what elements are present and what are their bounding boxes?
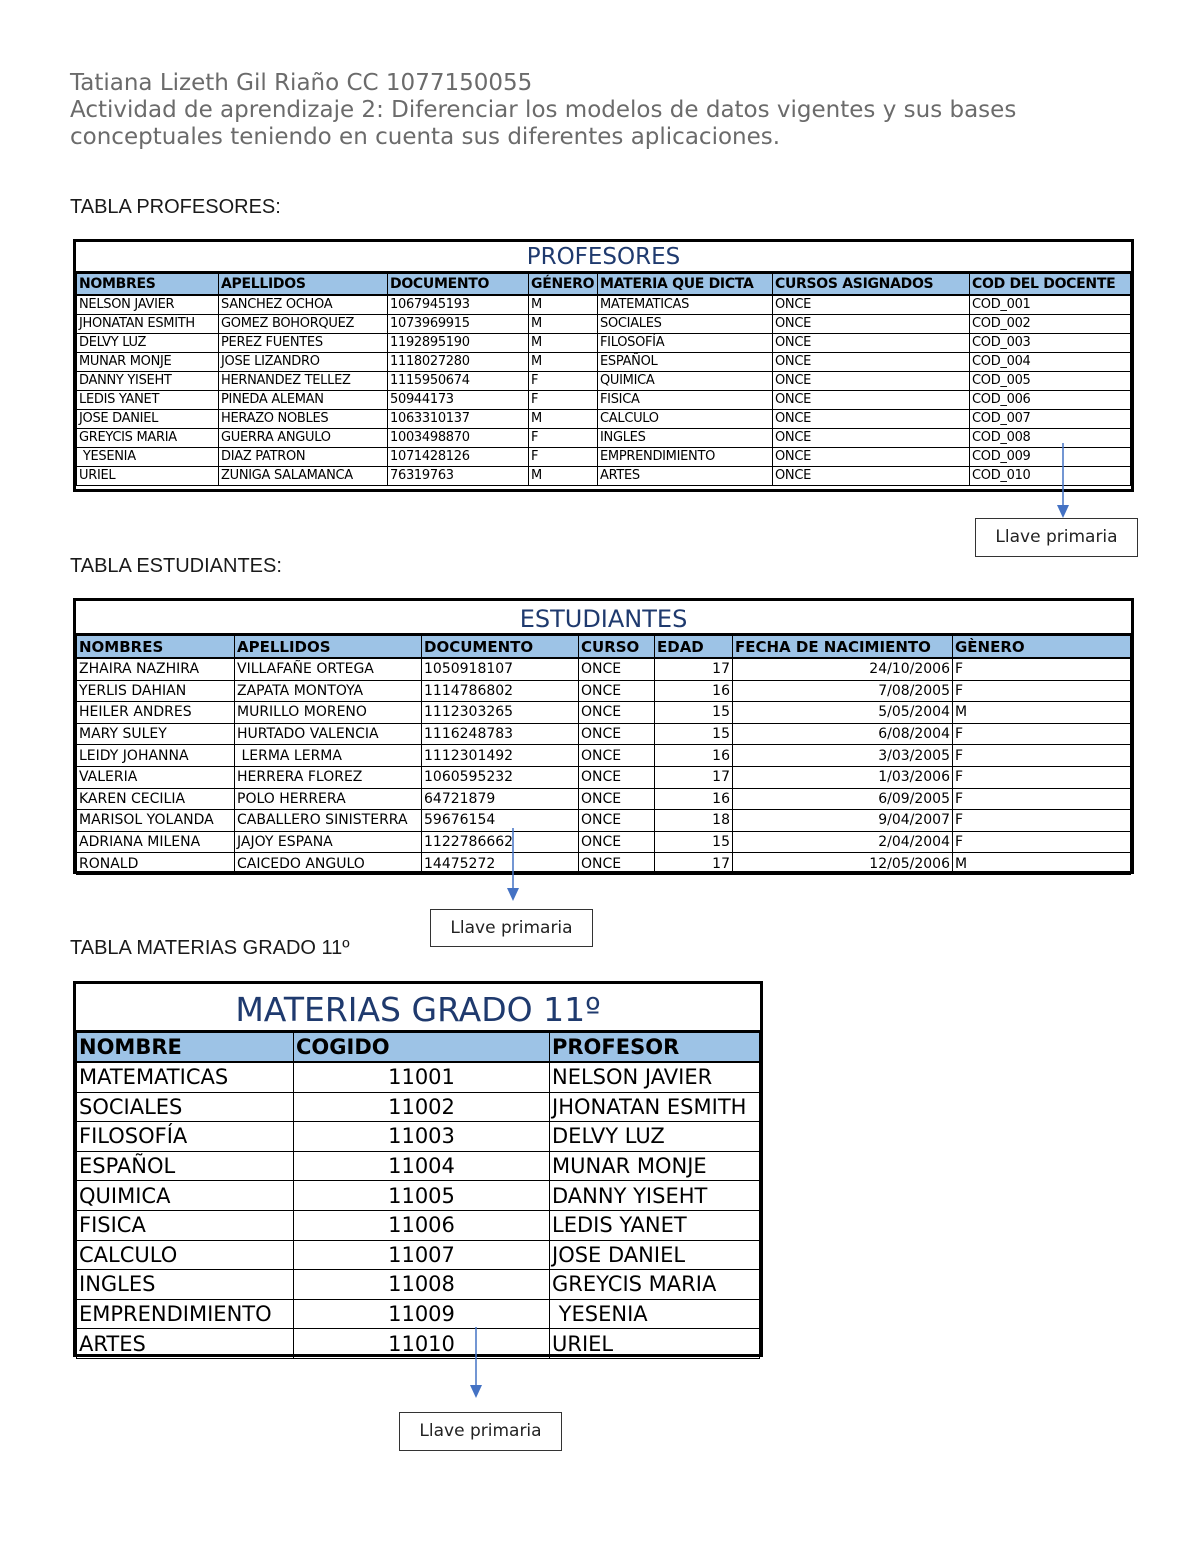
table-cell: M <box>953 853 1131 875</box>
table-cell: SOCIALES <box>77 1092 294 1122</box>
table-cell: F <box>953 831 1131 853</box>
table-cell: ESPAÑOL <box>598 353 773 372</box>
table-cell: ONCE <box>579 658 655 680</box>
table-cell: MATEMATICAS <box>77 1062 294 1092</box>
table-row <box>77 448 1131 467</box>
table-cell: PEREZ FUENTES <box>219 334 388 353</box>
table-cell: 11002 <box>294 1092 550 1122</box>
table-row <box>77 1062 760 1092</box>
table-cell: 11006 <box>294 1210 550 1240</box>
table-cell: ONCE <box>773 467 970 486</box>
table-cell: ONCE <box>579 723 655 745</box>
table-cell: COD_001 <box>970 295 1131 315</box>
table-cell: ARTES <box>77 1329 294 1359</box>
table-cell: KAREN CECILIA <box>77 788 235 810</box>
materias-column-header: COGIDO <box>294 1033 550 1063</box>
table-cell: INGLES <box>598 429 773 448</box>
table-cell: 16 <box>655 680 733 702</box>
table-cell: CALCULO <box>77 1240 294 1270</box>
table-cell: DELVY LUZ <box>550 1122 760 1152</box>
table-cell: ZHAIRA NAZHIRA <box>77 658 235 680</box>
table-cell: PINEDA ALEMAN <box>219 391 388 410</box>
estudiantes-column-header: EDAD <box>655 636 733 659</box>
author-line: Tatiana Lizeth Gil Riaño CC 1077150055 <box>70 70 533 96</box>
table-cell: MARY SULEY <box>77 723 235 745</box>
table-cell: M <box>953 702 1131 724</box>
table-row <box>77 429 1131 448</box>
table-cell: M <box>529 315 598 334</box>
table-cell: DANNY YISEHT <box>77 372 219 391</box>
table-row <box>77 853 1131 875</box>
table-cell: DIAZ PATRON <box>219 448 388 467</box>
materias-table-box <box>73 981 763 1357</box>
table-row <box>77 1151 760 1181</box>
table-cell: F <box>953 745 1131 767</box>
table-cell: YERLIS DAHIAN <box>77 680 235 702</box>
table-cell: EMPRENDIMIENTO <box>598 448 773 467</box>
table-cell: ZAPATA MONTOYA <box>235 680 422 702</box>
table-cell: GOMEZ BOHORQUEZ <box>219 315 388 334</box>
table-cell: ONCE <box>773 295 970 315</box>
table-cell: ONCE <box>773 410 970 429</box>
materias-primary-key-callout: Llave primaria <box>399 1412 562 1451</box>
table-cell: SOCIALES <box>598 315 773 334</box>
estudiantes-table-box <box>73 598 1134 874</box>
table-cell: SANCHEZ OCHOA <box>219 295 388 315</box>
profesores-table-box <box>73 239 1134 492</box>
table-row <box>77 680 1131 702</box>
table-cell: 11010 <box>294 1329 550 1359</box>
table-cell: HEILER ANDRES <box>77 702 235 724</box>
table-cell: URIEL <box>77 467 219 486</box>
table-row <box>77 295 1131 315</box>
estudiantes-column-header: APELLIDOS <box>235 636 422 659</box>
estudiantes-column-header: CURSO <box>579 636 655 659</box>
estudiantes-table-title: ESTUDIANTES <box>76 601 1131 635</box>
table-cell: 3/03/2005 <box>733 745 953 767</box>
table-cell: CABALLERO SINISTERRA <box>235 810 422 832</box>
table-cell: M <box>529 410 598 429</box>
table-cell: F <box>953 680 1131 702</box>
table-cell: COD_003 <box>970 334 1131 353</box>
table-row <box>77 372 1131 391</box>
table-cell: 1192895190 <box>388 334 529 353</box>
table-row <box>77 810 1131 832</box>
table-cell: 17 <box>655 853 733 875</box>
table-cell: 11007 <box>294 1240 550 1270</box>
activity-title-line-1: Actividad de aprendizaje 2: Diferenciar los modelos de datos vigentes y sus bases <box>70 97 1017 123</box>
table-cell: 1112301492 <box>422 745 579 767</box>
table-cell: ZUNIGA SALAMANCA <box>219 467 388 486</box>
table-cell: COD_002 <box>970 315 1131 334</box>
table-cell: POLO HERRERA <box>235 788 422 810</box>
table-cell: ONCE <box>579 766 655 788</box>
table-cell: 17 <box>655 766 733 788</box>
table-cell: COD_004 <box>970 353 1131 372</box>
table-cell: 6/09/2005 <box>733 788 953 810</box>
table-cell: DELVY LUZ <box>77 334 219 353</box>
table-cell: F <box>953 788 1131 810</box>
table-cell: ONCE <box>579 680 655 702</box>
table-cell: F <box>529 448 598 467</box>
table-cell: ESPAÑOL <box>77 1151 294 1181</box>
table-cell: MARISOL YOLANDA <box>77 810 235 832</box>
table-row <box>77 1270 760 1300</box>
profesores-header-row <box>77 274 1131 296</box>
table-cell: ONCE <box>579 831 655 853</box>
table-cell: 9/04/2007 <box>733 810 953 832</box>
estudiantes-column-header: GÈNERO <box>953 636 1131 659</box>
table-cell: RONALD <box>77 853 235 875</box>
table-cell: ONCE <box>773 391 970 410</box>
profesores-column-header: GÉNERO <box>529 274 598 296</box>
table-cell: M <box>529 334 598 353</box>
table-cell: HERAZO NOBLES <box>219 410 388 429</box>
table-cell: ONCE <box>773 372 970 391</box>
table-cell: F <box>529 429 598 448</box>
materias-column-header: NOMBRE <box>77 1033 294 1063</box>
table-cell: CALCULO <box>598 410 773 429</box>
table-cell: HERRERA FLOREZ <box>235 766 422 788</box>
table-cell: JHONATAN ESMITH <box>77 315 219 334</box>
table-row <box>77 1092 760 1122</box>
materias-table <box>76 1032 760 1359</box>
table-cell: GREYCIS MARIA <box>77 429 219 448</box>
table-cell: 1116248783 <box>422 723 579 745</box>
table-cell: HERNANDEZ TELLEZ <box>219 372 388 391</box>
table-cell: MURILLO MORENO <box>235 702 422 724</box>
table-cell: YESENIA <box>550 1299 760 1329</box>
table-cell: FILOSOFÍA <box>77 1122 294 1152</box>
table-cell: 59676154 <box>422 810 579 832</box>
profesores-primary-key-callout: Llave primaria <box>975 518 1138 557</box>
table-cell: COD_008 <box>970 429 1131 448</box>
table-cell: 1122786662 <box>422 831 579 853</box>
table-cell: INGLES <box>77 1270 294 1300</box>
activity-title-line-2: conceptuales teniendo en cuenta sus diferentes aplicaciones. <box>70 124 781 150</box>
materias-table-title: MATERIAS GRADO 11º <box>76 984 760 1032</box>
estudiantes-column-header: FECHA DE NACIMIENTO <box>733 636 953 659</box>
table-cell: 1067945193 <box>388 295 529 315</box>
table-cell: 24/10/2006 <box>733 658 953 680</box>
estudiantes-primary-key-callout: Llave primaria <box>430 909 593 947</box>
table-row <box>77 831 1131 853</box>
table-cell: COD_005 <box>970 372 1131 391</box>
table-cell: CAICEDO ANGULO <box>235 853 422 875</box>
table-row <box>77 702 1131 724</box>
table-cell: 6/08/2004 <box>733 723 953 745</box>
table-cell: GUERRA ANGULO <box>219 429 388 448</box>
table-cell: 1118027280 <box>388 353 529 372</box>
table-row <box>77 766 1131 788</box>
table-cell: MATEMATICAS <box>598 295 773 315</box>
materias-column-header: PROFESOR <box>550 1033 760 1063</box>
table-cell: 11008 <box>294 1270 550 1300</box>
table-cell: EMPRENDIMIENTO <box>77 1299 294 1329</box>
estudiantes-header-row <box>77 636 1131 659</box>
table-cell: JOSE DANIEL <box>550 1240 760 1270</box>
table-cell: LEDIS YANET <box>550 1210 760 1240</box>
table-cell: F <box>953 723 1131 745</box>
table-cell: 16 <box>655 745 733 767</box>
profesores-column-header: MATERIA QUE DICTA <box>598 274 773 296</box>
estudiantes-table <box>76 635 1131 875</box>
table-row <box>77 1299 760 1329</box>
table-cell: YESENIA <box>77 448 219 467</box>
table-cell: JOSE DANIEL <box>77 410 219 429</box>
table-cell: 17 <box>655 658 733 680</box>
table-cell: F <box>529 391 598 410</box>
table-cell: 1003498870 <box>388 429 529 448</box>
table-cell: 11005 <box>294 1181 550 1211</box>
table-row <box>77 1122 760 1152</box>
table-cell: QUIMICA <box>77 1181 294 1211</box>
table-row <box>77 1181 760 1211</box>
table-cell: 7/08/2005 <box>733 680 953 702</box>
table-row <box>77 788 1131 810</box>
table-cell: COD_006 <box>970 391 1131 410</box>
table-cell: HURTADO VALENCIA <box>235 723 422 745</box>
table-cell: COD_007 <box>970 410 1131 429</box>
table-cell: 11004 <box>294 1151 550 1181</box>
estudiantes-section-label: TABLA ESTUDIANTES: <box>70 555 282 577</box>
estudiantes-column-header: NOMBRES <box>77 636 235 659</box>
profesores-table <box>76 273 1131 486</box>
table-cell: ONCE <box>773 429 970 448</box>
table-row <box>77 315 1131 334</box>
table-cell: VALERIA <box>77 766 235 788</box>
table-row <box>77 1329 760 1359</box>
table-row <box>77 1210 760 1240</box>
table-cell: F <box>953 766 1131 788</box>
table-cell: NELSON JAVIER <box>550 1062 760 1092</box>
table-cell: LEIDY JOHANNA <box>77 745 235 767</box>
table-cell: 15 <box>655 831 733 853</box>
profesores-column-header: COD DEL DOCENTE <box>970 274 1131 296</box>
table-cell: M <box>529 467 598 486</box>
table-cell: M <box>529 295 598 315</box>
table-cell: ONCE <box>773 448 970 467</box>
table-cell: F <box>953 658 1131 680</box>
table-cell: ARTES <box>598 467 773 486</box>
table-cell: JHONATAN ESMITH <box>550 1092 760 1122</box>
table-cell: 1050918107 <box>422 658 579 680</box>
materias-section-label: TABLA MATERIAS GRADO 11º <box>70 937 350 959</box>
table-cell: DANNY YISEHT <box>550 1181 760 1211</box>
estudiantes-key-arrow <box>505 828 525 906</box>
table-cell: ONCE <box>579 853 655 875</box>
table-cell: ONCE <box>773 315 970 334</box>
table-cell: QUIMICA <box>598 372 773 391</box>
table-cell: 1073969915 <box>388 315 529 334</box>
table-cell: LEDIS YANET <box>77 391 219 410</box>
estudiantes-column-header: DOCUMENTO <box>422 636 579 659</box>
table-cell: 1071428126 <box>388 448 529 467</box>
table-cell: F <box>529 372 598 391</box>
table-row <box>77 391 1131 410</box>
table-cell: 16 <box>655 788 733 810</box>
table-cell: 2/04/2004 <box>733 831 953 853</box>
document-header <box>70 70 1130 151</box>
table-cell: 64721879 <box>422 788 579 810</box>
table-cell: 12/05/2006 <box>733 853 953 875</box>
materias-header-row <box>77 1033 760 1063</box>
table-cell: 18 <box>655 810 733 832</box>
table-cell: MUNAR MONJE <box>550 1151 760 1181</box>
table-cell: 1/03/2006 <box>733 766 953 788</box>
table-cell: 11009 <box>294 1299 550 1329</box>
table-cell: MUNAR MONJE <box>77 353 219 372</box>
table-cell: 11001 <box>294 1062 550 1092</box>
table-cell: 50944173 <box>388 391 529 410</box>
table-cell: F <box>953 810 1131 832</box>
table-cell: LERMA LERMA <box>235 745 422 767</box>
table-cell: M <box>529 353 598 372</box>
profesores-column-header: DOCUMENTO <box>388 274 529 296</box>
table-row <box>77 353 1131 372</box>
table-cell: 14475272 <box>422 853 579 875</box>
table-cell: 11003 <box>294 1122 550 1152</box>
materias-key-arrow <box>468 1327 488 1401</box>
table-row <box>77 723 1131 745</box>
table-cell: 1115950674 <box>388 372 529 391</box>
table-cell: ADRIANA MILENA <box>77 831 235 853</box>
table-cell: URIEL <box>550 1329 760 1359</box>
table-cell: 15 <box>655 702 733 724</box>
profesores-column-header: CURSOS ASIGNADOS <box>773 274 970 296</box>
table-row <box>77 334 1131 353</box>
profesores-table-title: PROFESORES <box>76 242 1131 273</box>
table-cell: 15 <box>655 723 733 745</box>
table-cell: COD_009 <box>970 448 1131 467</box>
table-cell: 5/05/2004 <box>733 702 953 724</box>
table-cell: ONCE <box>579 702 655 724</box>
table-cell: JAJOY ESPANA <box>235 831 422 853</box>
profesores-key-arrow <box>1055 443 1075 521</box>
table-cell: 1060595232 <box>422 766 579 788</box>
table-cell: ONCE <box>773 353 970 372</box>
table-cell: ONCE <box>579 788 655 810</box>
table-cell: ONCE <box>579 745 655 767</box>
table-cell: 1114786802 <box>422 680 579 702</box>
profesores-section-label: TABLA PROFESORES: <box>70 196 281 218</box>
table-cell: JOSE LIZANDRO <box>219 353 388 372</box>
table-cell: FISICA <box>77 1210 294 1240</box>
table-cell: 76319763 <box>388 467 529 486</box>
table-cell: ONCE <box>579 810 655 832</box>
table-cell: NELSON JAVIER <box>77 295 219 315</box>
table-cell: COD_010 <box>970 467 1131 486</box>
table-cell: FISICA <box>598 391 773 410</box>
table-cell: 1112303265 <box>422 702 579 724</box>
table-row <box>77 658 1131 680</box>
table-row <box>77 467 1131 486</box>
table-row <box>77 410 1131 429</box>
table-row <box>77 745 1131 767</box>
table-row <box>77 1240 760 1270</box>
table-cell: 1063310137 <box>388 410 529 429</box>
table-cell: ONCE <box>773 334 970 353</box>
profesores-column-header: APELLIDOS <box>219 274 388 296</box>
table-cell: FILOSOFÍA <box>598 334 773 353</box>
table-cell: GREYCIS MARIA <box>550 1270 760 1300</box>
table-cell: VILLAFAÑE ORTEGA <box>235 658 422 680</box>
profesores-column-header: NOMBRES <box>77 274 219 296</box>
